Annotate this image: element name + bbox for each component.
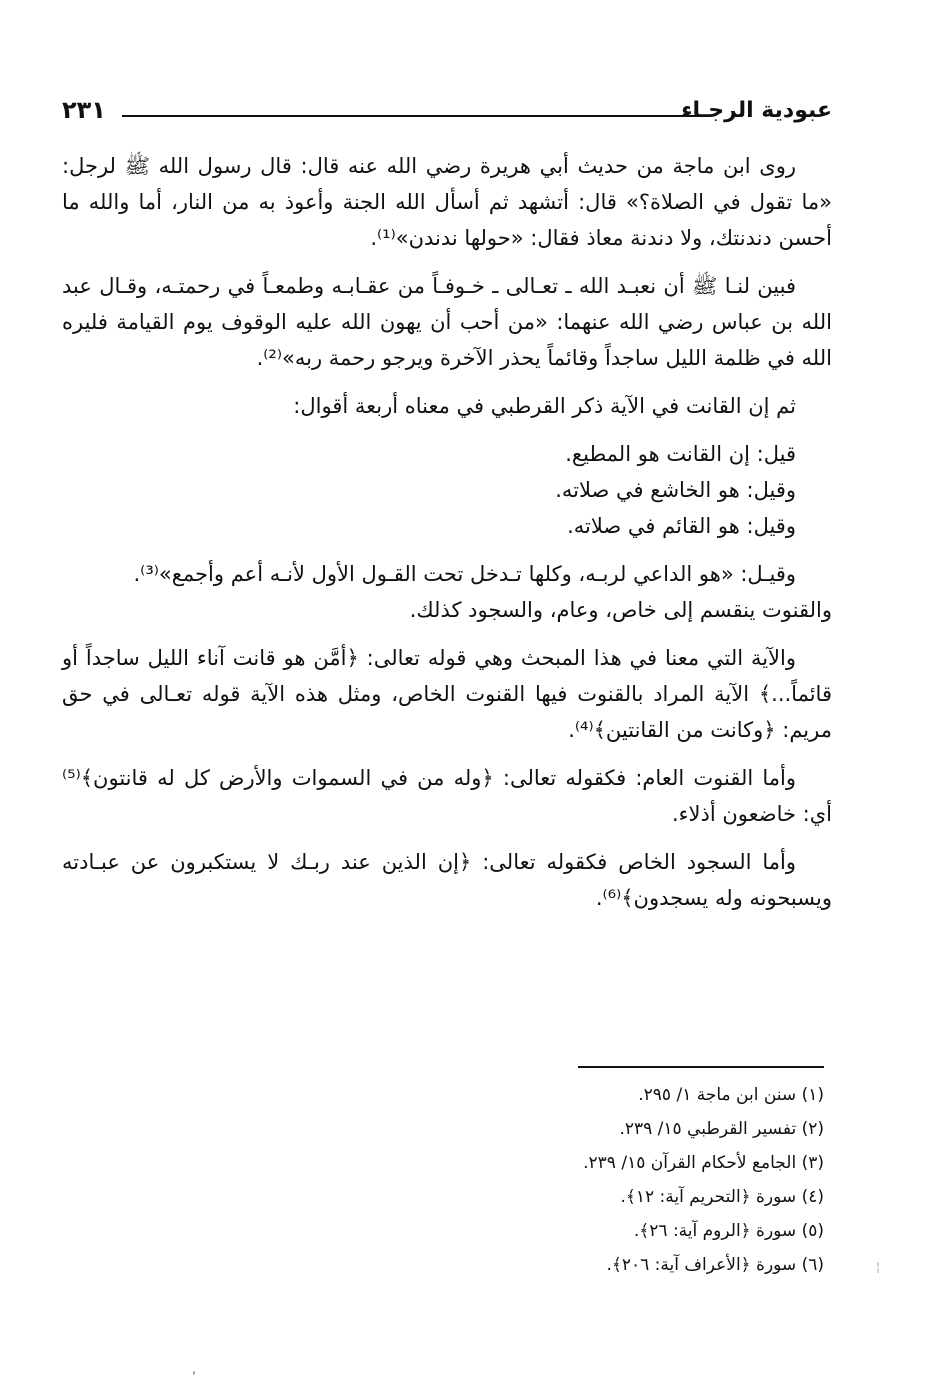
paragraph-5: والقنوت ينقسم إلى خاص، وعام، والسجود كذلك. xyxy=(409,598,832,622)
paragraph-3: ثم إن القانت في الآية ذكر القرطبي في معناه أربعة أقوال: xyxy=(293,394,796,418)
page-number: ٢٣١ xyxy=(62,96,106,124)
footnote-rule xyxy=(578,1066,824,1068)
footnote-4: (٤) سورة ﴿التحريم آية: ١٢﴾. xyxy=(620,1187,824,1207)
list-item: وقيل: هو الخاشع في صلاته. xyxy=(555,478,796,502)
paragraph-7: وأما القنوت العام: فكقوله تعالى: ﴿وله من في السموات والأرض كل له قانتون﴾⁽⁵⁾ أي: خاضعون أذلاء. xyxy=(62,766,832,826)
paragraph-8: وأما السجود الخاص فكقوله تعالى: ﴿إن الذين عند ربـك لا يستكبرون عن عبـادته ويسبحونه وله يسجدون﴾⁽⁶⁾. xyxy=(62,850,832,910)
scan-speck: ‚ xyxy=(192,1362,196,1376)
page-header xyxy=(62,92,832,132)
footnotes xyxy=(224,1078,824,1282)
paragraph-1: روى ابن ماجة من حديث أبي هريرة رضي الله عنه قال: قال رسول الله ﷺ لرجل: «ما تقول في الصلاة؟» قال: أتشهد ثم أسأل الله الجنة وأعوذ به من النار، أما والله ما أحسن دندنتك، ولا دندنة معاذ فقال: «حولها ندندن»⁽¹⁾. xyxy=(62,154,832,250)
list-item: قيل: إن القانت هو المطيع. xyxy=(565,442,796,466)
page-body xyxy=(62,148,832,928)
footnote-6: (٦) سورة ﴿الأعراف آية: ٢٠٦﴾. xyxy=(606,1255,824,1275)
paragraph-6: والآية التي معنا في هذا المبحث وهي قوله تعالى: ﴿أمَّن هو قانت آناء الليل ساجداً أو قائماً...﴾ الآية المراد بالقنوت فيها القنوت الخاص، ومثل هذه الآية قوله تعـالى في حق مريم: ﴿وكانت من القانتين﴾⁽⁴⁾. xyxy=(62,646,832,742)
paragraph-4: وقيـل: «هو الداعي لربـه، وكلها تـدخل تحت القـول الأول لأنـه أعم وأجمع»⁽³⁾. xyxy=(133,562,796,586)
list-item: وقيل: هو القائم في صلاته. xyxy=(567,514,796,538)
scan-speck: ¦ xyxy=(876,1260,881,1274)
footnote-1: (١) سنن ابن ماجة ١/ ٢٩٥. xyxy=(638,1085,824,1105)
header-rule xyxy=(122,115,702,117)
sayings-list xyxy=(62,436,832,544)
paragraph-2: فبين لنـا ﷺ أن نعبـد الله ـ تعـالى ـ خـوفـاً من عقـابـه وطمعـاً في رحمتـه، وقـال عبد الله بن عباس رضي الله عنهما: «من أحب أن يهون الله عليه الوقوف يوم القيامة فليره الله في ظلمة الليل ساجداً وقائماً يحذر الآخرة ويرجو رحمة ربه»⁽²⁾. xyxy=(62,274,832,370)
footnote-3: (٣) الجامع لأحكام القرآن ١٥/ ٢٣٩. xyxy=(583,1153,824,1173)
footnote-2: (٢) تفسير القرطبي ١٥/ ٢٣٩. xyxy=(619,1119,824,1139)
footnote-5: (٥) سورة ﴿الروم آية: ٢٦﴾. xyxy=(633,1221,824,1241)
running-title: عبودية الرجـاء xyxy=(681,98,832,123)
